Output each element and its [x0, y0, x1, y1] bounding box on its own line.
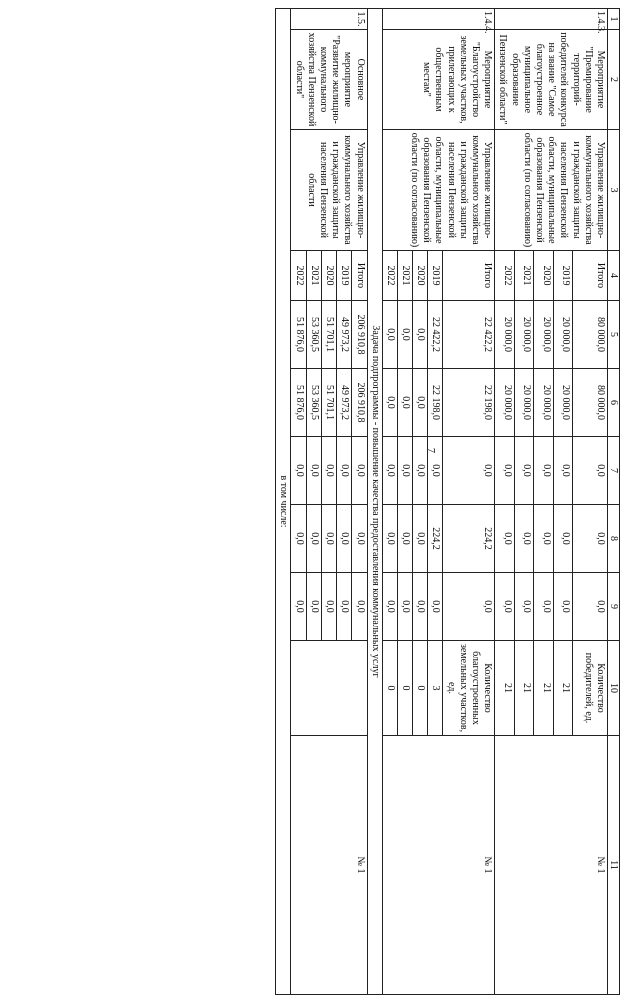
- value-cell: 0,0: [572, 573, 607, 641]
- value-cell: 0,0: [514, 437, 533, 505]
- link-cell: № 1: [495, 736, 608, 995]
- value-cell: 0,0: [291, 505, 306, 573]
- rotated-page: [60, 8, 620, 893]
- value-cell: 0,0: [412, 573, 427, 641]
- col-num: 8: [608, 505, 620, 573]
- value-cell: 0,0: [553, 573, 572, 641]
- indicator-value: 21: [534, 641, 553, 736]
- value-cell: 51 876,0: [291, 369, 306, 437]
- value-cell: 22 422,2: [443, 301, 495, 369]
- value-cell: 53 360,5: [306, 301, 321, 369]
- value-cell: 0,0: [514, 573, 533, 641]
- year-cell: 2020: [321, 251, 336, 301]
- value-cell: 0,0: [382, 369, 397, 437]
- value-cell: 0,0: [306, 437, 321, 505]
- col-num: 6: [608, 369, 620, 437]
- value-cell: 0,0: [514, 505, 533, 573]
- value-cell: 0,0: [443, 437, 495, 505]
- value-cell: 0,0: [412, 437, 427, 505]
- value-cell: 0,0: [572, 505, 607, 573]
- col-num: 1: [608, 9, 620, 30]
- value-cell: 0,0: [397, 573, 412, 641]
- value-cell: 51 701,1: [321, 369, 336, 437]
- in-total-label: в том числе:: [276, 9, 291, 995]
- value-cell: 20 000,0: [514, 369, 533, 437]
- value-cell: 80 000,0: [572, 301, 607, 369]
- value-cell: 49 973,2: [337, 301, 352, 369]
- link-cell: № 1: [382, 736, 495, 995]
- value-cell: 0,0: [352, 505, 367, 573]
- item-number: 1.4.3.: [495, 9, 608, 30]
- indicator-value: 0: [382, 641, 397, 736]
- value-cell: 0,0: [412, 301, 427, 369]
- value-cell: 0,0: [337, 505, 352, 573]
- year-cell: 2022: [291, 251, 306, 301]
- value-cell: 20 000,0: [495, 301, 514, 369]
- value-cell: 0,0: [534, 573, 553, 641]
- value-cell: 0,0: [382, 301, 397, 369]
- value-cell: 0,0: [553, 437, 572, 505]
- indicator-value: 3: [428, 641, 443, 736]
- value-cell: 49 973,2: [337, 369, 352, 437]
- in-total-row: [276, 9, 291, 995]
- value-cell: 0,0: [412, 369, 427, 437]
- value-cell: 206 910,8: [352, 301, 367, 369]
- table-row: [572, 9, 607, 995]
- table-row: [443, 9, 495, 995]
- year-cell: 2019: [337, 251, 352, 301]
- value-cell: 20 000,0: [553, 369, 572, 437]
- col-num: 4: [608, 251, 620, 301]
- value-cell: 0,0: [352, 573, 367, 641]
- value-cell: 51 876,0: [291, 301, 306, 369]
- value-cell: 22 198,0: [443, 369, 495, 437]
- value-cell: 224,2: [443, 505, 495, 573]
- value-cell: 206 910,8: [352, 369, 367, 437]
- col-num: 10: [608, 641, 620, 736]
- year-cell: 2022: [495, 251, 514, 301]
- value-cell: 0,0: [534, 437, 553, 505]
- value-cell: 22 198,0: [428, 369, 443, 437]
- measure-name: Мероприятие "Премирование территорий-победителей конкурса на звание "Самое благоустроенное муниципальное образование Пензенской области": [495, 30, 608, 130]
- year-cell: 2022: [382, 251, 397, 301]
- value-cell: 20 000,0: [553, 301, 572, 369]
- col-num: 2: [608, 30, 620, 130]
- value-cell: 0,0: [321, 437, 336, 505]
- task-row: [367, 9, 382, 995]
- value-cell: 0,0: [352, 437, 367, 505]
- value-cell: 80 000,0: [572, 369, 607, 437]
- value-cell: 0,0: [291, 437, 306, 505]
- link-cell: № 1: [291, 736, 367, 995]
- year-cell: 2021: [306, 251, 321, 301]
- value-cell: 0,0: [337, 573, 352, 641]
- value-cell: 0,0: [397, 437, 412, 505]
- program-table: [275, 8, 620, 995]
- year-cell: Итого: [443, 251, 495, 301]
- value-cell: 0,0: [382, 437, 397, 505]
- year-cell: 2021: [397, 251, 412, 301]
- value-cell: 0,0: [306, 505, 321, 573]
- year-cell: 2020: [412, 251, 427, 301]
- item-number: 1.5.: [291, 9, 367, 30]
- value-cell: 0,0: [321, 573, 336, 641]
- value-cell: 0,0: [382, 573, 397, 641]
- value-cell: 0,0: [572, 437, 607, 505]
- year-cell: Итого: [572, 251, 607, 301]
- value-cell: 22 422,2: [428, 301, 443, 369]
- measure-name: Мероприятие "Благоустройство земельных участков, прилегающих к общественным местам": [382, 30, 495, 130]
- value-cell: 0,0: [553, 505, 572, 573]
- measure-name: Основное мероприятие "Развитие жилищно-коммунального хозяйства Пензенской области": [291, 30, 367, 130]
- executor: Управление жилищно-коммунального хозяйства и гражданской защиты населения Пензенской области, муниципальные образования Пензенской области (по согласованию): [495, 130, 608, 251]
- value-cell: 20 000,0: [514, 301, 533, 369]
- indicator-value: 21: [553, 641, 572, 736]
- value-cell: 0,0: [397, 505, 412, 573]
- value-cell: 0,0: [397, 301, 412, 369]
- indicator-empty: [291, 641, 367, 736]
- col-num: 11: [608, 736, 620, 995]
- indicator-value: 21: [514, 641, 533, 736]
- indicator-name: Количество благоустроенных земельных участков, ед.: [443, 641, 495, 736]
- value-cell: 0,0: [428, 437, 443, 505]
- table-row: [352, 9, 367, 995]
- value-cell: 0,0: [337, 437, 352, 505]
- value-cell: 0,0: [291, 573, 306, 641]
- year-cell: 2019: [428, 251, 443, 301]
- indicator-value: 0: [397, 641, 412, 736]
- column-number-row: [608, 9, 620, 995]
- indicator-value: 0: [412, 641, 427, 736]
- executor: Управление жилищно-коммунального хозяйства и гражданской защиты населения Пензенской области: [291, 130, 367, 251]
- value-cell: 0,0: [534, 505, 553, 573]
- year-cell: 2019: [553, 251, 572, 301]
- year-cell: Итого: [352, 251, 367, 301]
- value-cell: 20 000,0: [495, 369, 514, 437]
- page-number: 7: [425, 448, 436, 453]
- value-cell: 0,0: [495, 437, 514, 505]
- subprogram-task: Задача подпрограммы - повышение качества предоставления коммунальных услуг: [367, 9, 382, 995]
- year-cell: 2020: [534, 251, 553, 301]
- value-cell: 0,0: [412, 505, 427, 573]
- value-cell: 224,2: [428, 505, 443, 573]
- value-cell: 0,0: [397, 369, 412, 437]
- value-cell: 0,0: [382, 505, 397, 573]
- item-number: 1.4.4.: [382, 9, 495, 30]
- col-num: 5: [608, 301, 620, 369]
- indicator-name: Количество победителей, ед.: [572, 641, 607, 736]
- value-cell: 0,0: [428, 573, 443, 641]
- value-cell: 0,0: [321, 505, 336, 573]
- value-cell: 0,0: [443, 573, 495, 641]
- indicator-value: 21: [495, 641, 514, 736]
- executor: Управление жилищно-коммунального хозяйства и гражданской защиты населения Пензенской области, муниципальные образования Пензенской области (по согласованию): [382, 130, 495, 251]
- value-cell: 20 000,0: [534, 369, 553, 437]
- col-num: 3: [608, 130, 620, 251]
- value-cell: 0,0: [495, 573, 514, 641]
- value-cell: 0,0: [306, 573, 321, 641]
- value-cell: 0,0: [495, 505, 514, 573]
- col-num: 9: [608, 573, 620, 641]
- col-num: 7: [608, 437, 620, 505]
- value-cell: 53 360,5: [306, 369, 321, 437]
- year-cell: 2021: [514, 251, 533, 301]
- value-cell: 20 000,0: [534, 301, 553, 369]
- value-cell: 51 701,1: [321, 301, 336, 369]
